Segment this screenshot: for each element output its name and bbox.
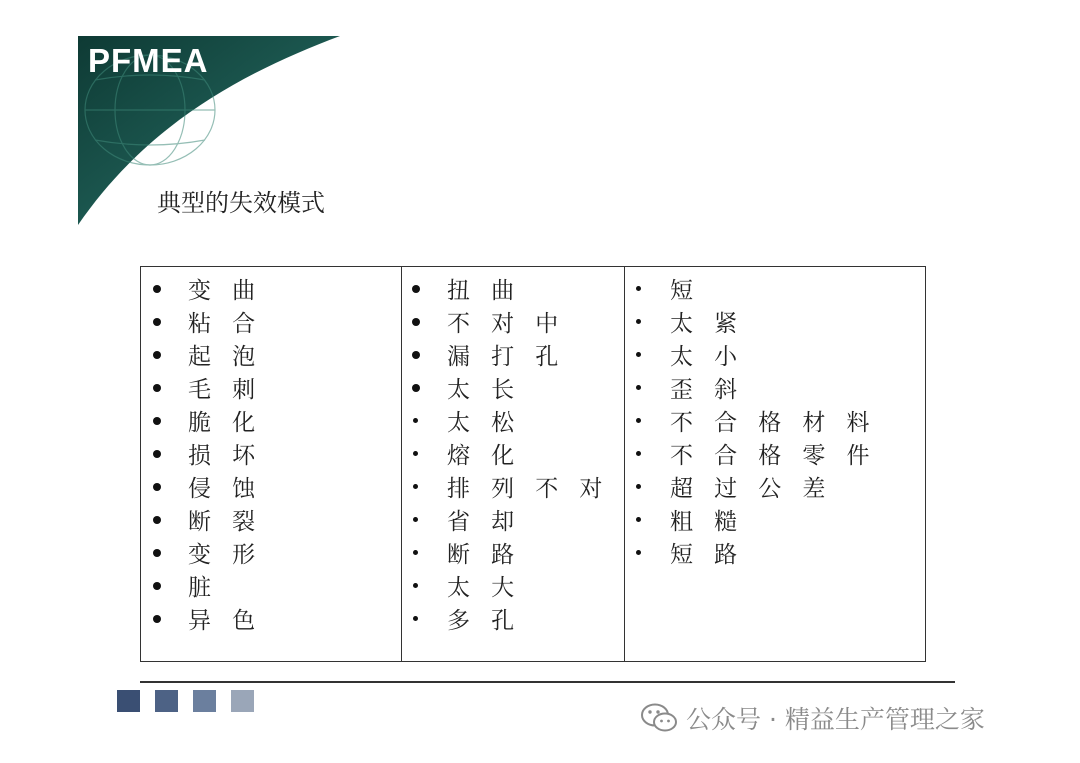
bullet-icon bbox=[413, 616, 418, 621]
footer-divider bbox=[140, 681, 955, 683]
bullet-icon bbox=[636, 385, 641, 390]
bullet-icon bbox=[153, 516, 161, 524]
bullet-icon bbox=[413, 583, 418, 588]
bullet-icon bbox=[153, 549, 161, 557]
table-column bbox=[401, 267, 624, 661]
list-item: 变 形 bbox=[153, 536, 401, 569]
bullet-icon bbox=[413, 517, 418, 522]
list-item: 变 曲 bbox=[153, 272, 401, 305]
list-item: 超 过 公 差 bbox=[635, 470, 925, 503]
table-column bbox=[141, 267, 401, 661]
list-item: 起 泡 bbox=[153, 338, 401, 371]
table-column bbox=[624, 267, 925, 661]
list-item: 脆 化 bbox=[153, 404, 401, 437]
page-title: PFMEA bbox=[88, 42, 209, 79]
list-item: 排 列 不 对 bbox=[412, 470, 624, 503]
bullet-icon bbox=[636, 550, 641, 555]
list-item: 太 大 bbox=[412, 569, 624, 602]
list-item: 损 坏 bbox=[153, 437, 401, 470]
decor-square bbox=[193, 690, 216, 712]
list-item: 断 裂 bbox=[153, 503, 401, 536]
list-item: 短 bbox=[635, 272, 925, 305]
bullet-icon bbox=[636, 286, 641, 291]
bullet-icon bbox=[413, 451, 418, 456]
decor-square bbox=[231, 690, 254, 712]
bullet-icon bbox=[636, 451, 641, 456]
bullet-icon bbox=[413, 484, 418, 489]
bullet-icon bbox=[636, 319, 641, 324]
bullet-icon bbox=[636, 418, 641, 423]
bullet-icon bbox=[412, 285, 420, 293]
bullet-icon bbox=[153, 318, 161, 326]
bullet-icon bbox=[413, 418, 418, 423]
wechat-icon bbox=[640, 702, 678, 734]
list-item: 脏 bbox=[153, 569, 401, 602]
list-item: 粗 糙 bbox=[635, 503, 925, 536]
list-item: 异 色 bbox=[153, 602, 401, 635]
bullet-icon bbox=[153, 351, 161, 359]
section-subtitle: 典型的失效模式 bbox=[157, 189, 325, 217]
bullet-icon bbox=[636, 517, 641, 522]
list-item: 扭 曲 bbox=[412, 272, 624, 305]
list-item: 省 却 bbox=[412, 503, 624, 536]
list-item: 断 路 bbox=[412, 536, 624, 569]
list-item: 漏 打 孔 bbox=[412, 338, 624, 371]
list-item: 太 松 bbox=[412, 404, 624, 437]
list-item: 粘 合 bbox=[153, 305, 401, 338]
list-item: 短 路 bbox=[635, 536, 925, 569]
bullet-icon bbox=[413, 550, 418, 555]
bullet-icon bbox=[153, 417, 161, 425]
list-item: 多 孔 bbox=[412, 602, 624, 635]
bullet-icon bbox=[153, 582, 161, 590]
bullet-icon bbox=[636, 352, 641, 357]
list-item: 毛 刺 bbox=[153, 371, 401, 404]
bullet-icon bbox=[412, 384, 420, 392]
bullet-icon bbox=[412, 351, 420, 359]
list-item: 太 紧 bbox=[635, 305, 925, 338]
list-item: 太 长 bbox=[412, 371, 624, 404]
list-item: 不 对 中 bbox=[412, 305, 624, 338]
bullet-icon bbox=[153, 384, 161, 392]
failure-modes-table bbox=[140, 266, 926, 662]
list-item: 熔 化 bbox=[412, 437, 624, 470]
watermark bbox=[640, 700, 985, 736]
bullet-icon bbox=[153, 285, 161, 293]
list-item: 歪 斜 bbox=[635, 371, 925, 404]
list-item: 不 合 格 零 件 bbox=[635, 437, 925, 470]
list-item: 不 合 格 材 料 bbox=[635, 404, 925, 437]
bullet-icon bbox=[153, 450, 161, 458]
bullet-icon bbox=[412, 318, 420, 326]
watermark-text: 公众号 · 精益生产管理之家 bbox=[686, 705, 985, 734]
bullet-icon bbox=[636, 484, 641, 489]
list-item: 太 小 bbox=[635, 338, 925, 371]
bullet-icon bbox=[153, 615, 161, 623]
decor-square bbox=[155, 690, 178, 712]
footer-decoration bbox=[117, 690, 254, 712]
decor-square bbox=[117, 690, 140, 712]
bullet-icon bbox=[153, 483, 161, 491]
list-item: 侵 蚀 bbox=[153, 470, 401, 503]
